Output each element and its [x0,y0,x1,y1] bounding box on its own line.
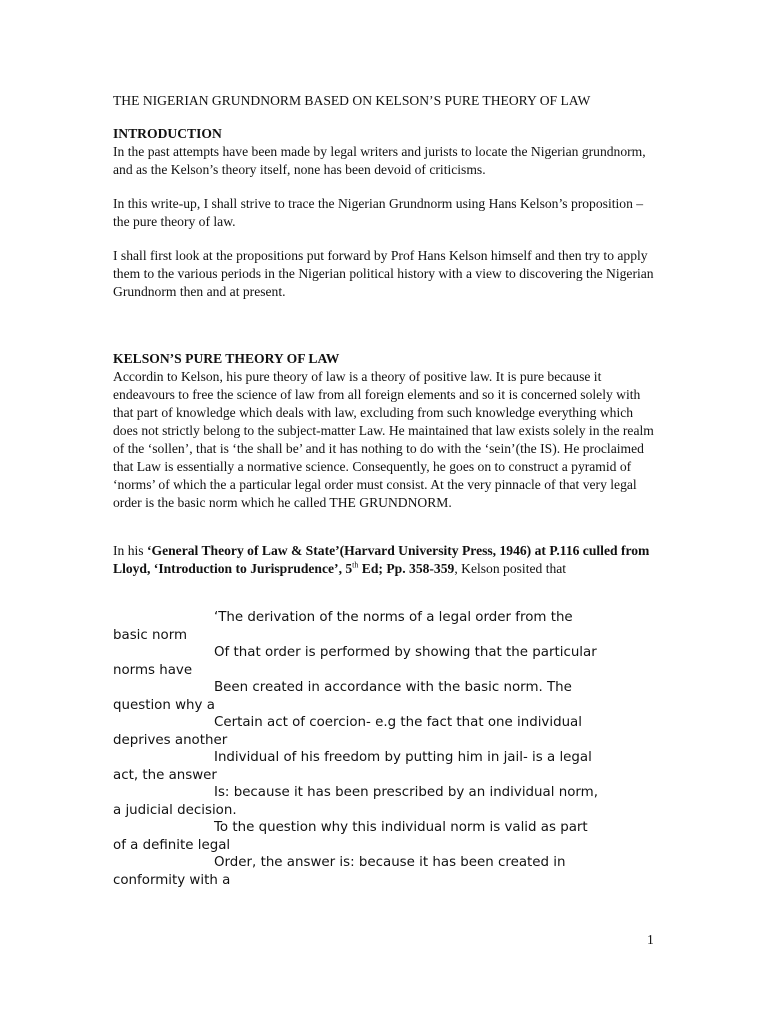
theory-paragraph-2 [113,542,658,578]
edition-superscript: th [352,560,359,570]
quote-line: Been created in accordance with the basic norm. The [214,680,572,695]
quote-line: basic norm [113,627,188,643]
block-quote [113,609,658,889]
document-title: THE NIGERIAN GRUNDNORM BASED ON KELSON’S PURE THEORY OF LAW [113,93,591,108]
citation-bold: ‘General Theory of Law & State’(Harvard University Press, 1946) at P.116 culled from Lloyd, ‘Introduction to Jurisprudence’, 5 [113,543,650,576]
quote-line: of a definite legal [113,837,231,853]
quote-line: Certain act of coercion- e.g the fact that one individual [214,715,582,730]
theory-heading: KELSON’S PURE THEORY OF LAW [113,351,340,366]
quote-line: act, the answer [113,767,217,783]
quote-line: Individual of his freedom by putting him in jail- is a legal [214,750,592,765]
quote-line: a judicial decision. [113,802,237,818]
quote-line: ‘The derivation of the norms of a legal order from the [214,610,573,625]
quote-line: deprives another [113,732,228,748]
intro-paragraph-2: In this write-up, I shall strive to trace the Nigerian Grundnorm using Hans Kelson’s proposition – the pure theory of law. [113,196,644,229]
quote-line: norms have [113,662,193,678]
citation-pages: Ed; Pp. 358-359 [358,561,455,576]
intro-paragraph-1: In the past attempts have been made by legal writers and jurists to locate the Nigerian grundnorm, and as the Kelson’s theory itself, none has been devoid of criticisms. [113,144,646,177]
quote-line: To the question why this individual norm is valid as part [214,820,588,835]
citation-tail: , Kelson posited that [454,561,567,576]
page-number: 1 [647,932,654,947]
citation-intro: In his [113,543,147,558]
quote-line: conformity with a [113,872,231,888]
quote-line: question why a [113,697,215,713]
quote-line: Is: because it has been prescribed by an individual norm, [214,785,598,800]
quote-line: Order, the answer is: because it has been created in [214,855,566,870]
quote-line: Of that order is performed by showing that the particular [214,645,597,660]
theory-paragraph-1: Accordin to Kelson, his pure theory of law is a theory of positive law. It is pure because it endeavours to free the science of law from all foreign elements and so it is concerned solely with that part of knowledge which deals with law, excluding from such knowledge everything which does not strictly belong to the subject-matter Law. He maintained that law exists solely in the realm of the ‘sollen’, that is ‘the shall be’ and it has nothing to do with the ‘sein’(the IS). He proclaimed that Law is essentially a normative science. Consequently, he goes on to construct a pyramid of ‘norms’ of which the a particular legal order must consist. At the very pinnacle of that very legal order is the basic norm which he called THE GRUNDNORM. [113,369,654,510]
intro-paragraph-3: I shall first look at the propositions put forward by Prof Hans Kelson himself and then try to apply them to the various periods in the Nigerian political history with a view to discovering the Nigerian Grundnorm then and at present. [113,248,654,299]
introduction-heading: INTRODUCTION [113,126,222,141]
